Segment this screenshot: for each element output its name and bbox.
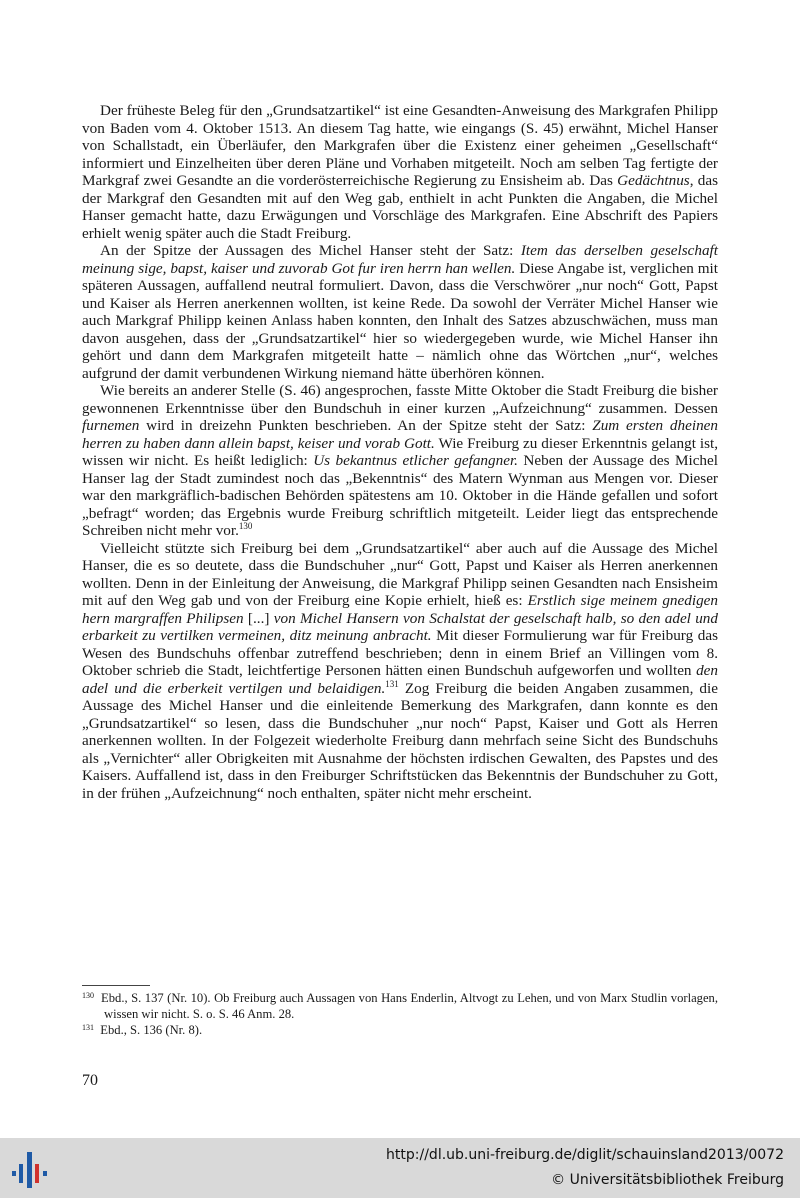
text-run: Mit dieser Formulierung war für Freiburg das Wesen des Bundschuhs offenbar zutreffend beschrieben; denn in einem Brief an Villingen vom 8. Oktober schrieb die Stadt, leichtfertige Personen hätten einen Bundschuh aufgeworfen und wollten (82, 627, 718, 679)
italic-quote: Gedächtnus (617, 172, 690, 189)
footnote-number: 130 (82, 991, 94, 1000)
footnote-text: Ebd., S. 137 (Nr. 10). Ob Freiburg auch Aussagen von Hans Enderlin, Altvogt zu Lehen, und von Marx Studlin vorlagen, wissen wir nicht. S. o. S. 46 Anm. 28. (101, 991, 719, 1021)
text-run: Neben der Aussage des Michel Hanser lag der Stadt zumindest noch das „Bekenntnis“ des Matern Wynman aus Mengen vor. Dieser war den markgräflich-badischen Behörden spätestens am 10. Oktober in die Hände gefallen und sofort „befragt“ worden; das Ergebnis wurde Freiburg schriftlich mitgeteilt. Leider liegt das entsprechende Schreiben nicht mehr vor. (82, 452, 718, 539)
paragraph-3 (82, 382, 718, 540)
text-run: Wie Freiburg zu dieser Erkenntnis gelangt ist, wissen wir nicht. Es heißt lediglich: (82, 434, 718, 469)
text-run: , das der Markgraf den Gesandten mit auf den Weg gab, enthielt in acht Punkten die Angaben, die Michel Hanser gemacht hatte, dazu Erwägungen und Vorschläge des Markgrafen. Eine Abschrift des Papiers erhielt wenig später auch die Stadt Freiburg. (82, 172, 718, 242)
text-run: Wie bereits an anderer Stelle (S. 46) angesprochen, fasste Mitte Oktober die Stadt Freiburg die bisher gewonnenen Erkenntnisse über den Bundschuh in einer kurzen „Aufzeichnung“ zusammen. Dessen (82, 382, 718, 417)
italic-quote: Item das derselben geselschaft meinung sige, bapst, kaiser und zuvorab Got fur iren herrn han wellen. (82, 242, 718, 277)
source-url-link[interactable]: http://dl.ub.uni-freiburg.de/diglit/schauinsland2013/0072 (386, 1147, 784, 1163)
footnote-number: 131 (82, 1023, 94, 1032)
footnote-131 (82, 1022, 718, 1038)
footnote-text: Ebd., S. 136 (Nr. 8). (100, 1023, 203, 1037)
text-run: An der Spitze der Aussagen des Michel Hanser steht der Satz: (100, 242, 521, 259)
italic-quote: Erstlich sige meinem gnedigen hern margraffen Philipsen (82, 592, 718, 627)
copyright-notice: © Universitätsbibliothek Freiburg (551, 1172, 784, 1188)
page-number: 70 (82, 1072, 98, 1089)
main-text (82, 102, 718, 802)
text-run: wird in dreizehn Punkten beschrieben. An der Spitze steht der Satz: (139, 417, 593, 434)
italic-quote: Us bekantnus etlicher gefangner. (313, 452, 518, 469)
italic-quote: furnemen (82, 417, 140, 434)
text-run: Diese Angabe ist, verglichen mit späteren Aussagen, auffallend neutral formuliert. Davon, dass die Verschwörer „nur noch“ Gott, Papst und Kaiser als Herren anerkennen wollten, ist keine Rede. Da sowohl der Verräter Michel Hanser wie auch Markgraf Philipp keinen Anlass haben konnten, den Inhalt des Satzes abzuschwächen, muss man davon ausgehen, dass der „Grundsatzartikel“ hier so wiedergegeben wurde, wie Michel Hanser ihn gehört und dann dem Markgrafen mitgeteilt hatte – nämlich ohne das Wörtchen „nur“, welches aufgrund der damit verbundenen Wirkung niemand hätte überhören können. (82, 259, 718, 382)
footnote-ref[interactable]: 130 (238, 521, 253, 531)
ub-freiburg-logo-icon[interactable] (12, 1150, 52, 1190)
text-run: Der früheste Beleg für den „Grundsatzartikel“ ist eine Gesandten-Anweisung des Markgrafen Philipp von Baden vom 4. Oktober 1513. An diesem Tag hatte, wie eingangs (S. 45) erwähnt, Michel Hanser von Schallstadt, ein Überläufer, den Markgrafen über die Existenz einer geheimen „Gesellschaft“ informiert und Einzelheiten über deren Pläne und Vorhaben mitgeteilt. Noch am selben Tag fertigte der Markgraf zwei Gesandte an die vorderösterreichische Regierung zu Ensisheim ab. Das (82, 102, 718, 189)
italic-quote: den adel und die erberkeit vertilgen und belaidigen. (82, 662, 718, 697)
footnote-divider (82, 985, 150, 986)
footnote-ref[interactable]: 131 (385, 678, 399, 689)
text-run: [...] (243, 609, 274, 627)
paragraph-4 (82, 540, 718, 803)
italic-quote: von Michel Hansern von Schalstat der geselschaft halb, so den adel und erbarkeit zu vertilken vermeinen, ditz meinung anbracht. (82, 609, 718, 644)
footnote-130 (82, 990, 718, 1022)
text-run: Vielleicht stützte sich Freiburg bei dem „Grundsatzartikel“ aber auch auf die Aussage des Michel Hanser, die es so deutete, dass die Bundschuher „nur“ Gott, Papst und Kaiser als Herren anerkennen wollten. Denn in der Einleitung der Anweisung, die Markgraf Philipp seinen Gesandten nach Ensisheim mit auf den Weg gab und von der Freiburg eine Kopie erhielt, hieß es: (82, 539, 718, 609)
text-run: Zog Freiburg die beiden Angaben zusammen, die Aussage des Michel Hanser und die einleitende Bemerkung des Markgrafen, dann konnte es den „Grundsatzartikel“ so lesen, dass die Bundschuher „nur noch“ Papst, Kaiser und Gott als Herren anerkennen wollten. In der Folgezeit wiederholte Freiburg dann mehrfach seine Sicht des Bundschuhs als „Vernichter“ aller Obrigkeiten mit Ausnahme der höchsten irdischen Gewalten, des Papstes und des Kaisers. Auffallend ist, dass in den Freiburger Schriftstücken das Bekenntnis der Bundschuher zu Gott, in der frühen „Aufzeichnung“ noch enthalten, später nicht mehr erscheint. (82, 679, 718, 802)
paragraph-2 (82, 242, 718, 382)
paragraph-1 (82, 102, 718, 242)
footnotes (82, 990, 718, 1038)
italic-quote: Zum ersten dheinen herren zu haben dann allein bapst, keiser und vorab Gott. (82, 417, 719, 452)
footer-bar (0, 1138, 800, 1198)
